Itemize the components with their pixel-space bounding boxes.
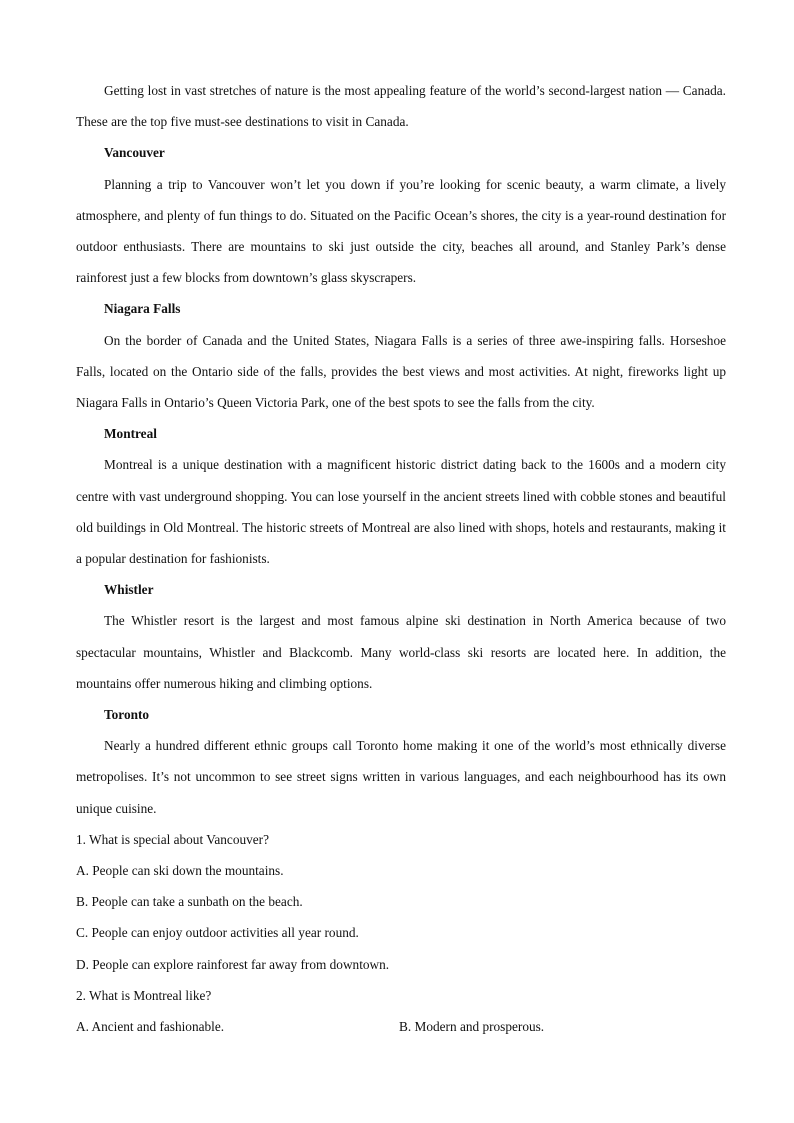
section-heading: Niagara Falls [104, 301, 181, 317]
section-niagara-falls [76, 293, 726, 418]
option-a: A. People can ski down the mountains. [76, 863, 284, 879]
document-page [76, 75, 726, 1042]
section-heading: Toronto [104, 707, 150, 723]
question-1 [76, 824, 726, 980]
question-stem: 2. What is Montreal like? [76, 987, 212, 1003]
question-2 [76, 980, 726, 1042]
section-body: On the border of Canada and the United States, Niagara Falls is a series of three awe-inspiring falls. Horseshoe Falls, located on the Ontario side of the falls, provides the best views and most activities. At night, fireworks light up Niagara Falls in Ontario’s Queen Victoria Park, one of the best spots to see the falls from the city. [76, 332, 726, 411]
section-body: Planning a trip to Vancouver won’t let you down if you’re looking for scenic beauty, a warm climate, a lively atmosphere, and plenty of fun things to do. Situated on the Pacific Ocean’s shores, the city is a year-round destination for outdoor enthusiasts. There are mountains to ski just outside the city, beaches all around, and Stanley Park’s dense rainforest just a few blocks from downtown’s glass skyscrapers. [76, 176, 726, 286]
option-b: B. People can take a sunbath on the beach. [76, 894, 303, 910]
section-montreal [76, 418, 726, 574]
section-heading: Whistler [104, 582, 154, 598]
section-whistler [76, 574, 726, 699]
section-body: Nearly a hundred different ethnic groups call Toronto home making it one of the world’s most ethnically diverse metropolises. It’s not uncommon to see street signs written in various languages, and each neighbourhood has its own unique cuisine. [76, 738, 726, 816]
section-vancouver [76, 137, 726, 293]
intro-paragraph: Getting lost in vast stretches of nature is the most appealing feature of the world’s second-largest nation — Canada. These are the top five must-see destinations to visit in Canada. [76, 83, 726, 130]
options-row [76, 1011, 726, 1042]
section-heading: Vancouver [104, 145, 165, 161]
option-c: C. People can enjoy outdoor activities all year round. [76, 925, 359, 941]
section-heading: Montreal [104, 426, 157, 442]
section-body: Montreal is a unique destination with a magnificent historic district dating back to the 1600s and a modern city centre with vast underground shopping. You can lose yourself in the ancient streets lined with cobble stones and beautiful old buildings in Old Montreal. The historic streets of Montreal are also lined with shops, hotels and restaurants, making it a popular destination for fashionists. [76, 457, 726, 567]
section-body: The Whistler resort is the largest and most famous alpine ski destination in North America because of two spectacular mountains, Whistler and Blackcomb. Many world-class ski resorts are located here. In addition, the mountains offer numerous hiking and climbing options. [76, 613, 726, 691]
option-a: A. Ancient and fashionable. [76, 1019, 225, 1035]
option-d: D. People can explore rainforest far away from downtown. [76, 956, 390, 972]
section-toronto [76, 699, 726, 824]
option-b: B. Modern and prosperous. [399, 1019, 545, 1035]
question-stem: 1. What is special about Vancouver? [76, 831, 269, 847]
